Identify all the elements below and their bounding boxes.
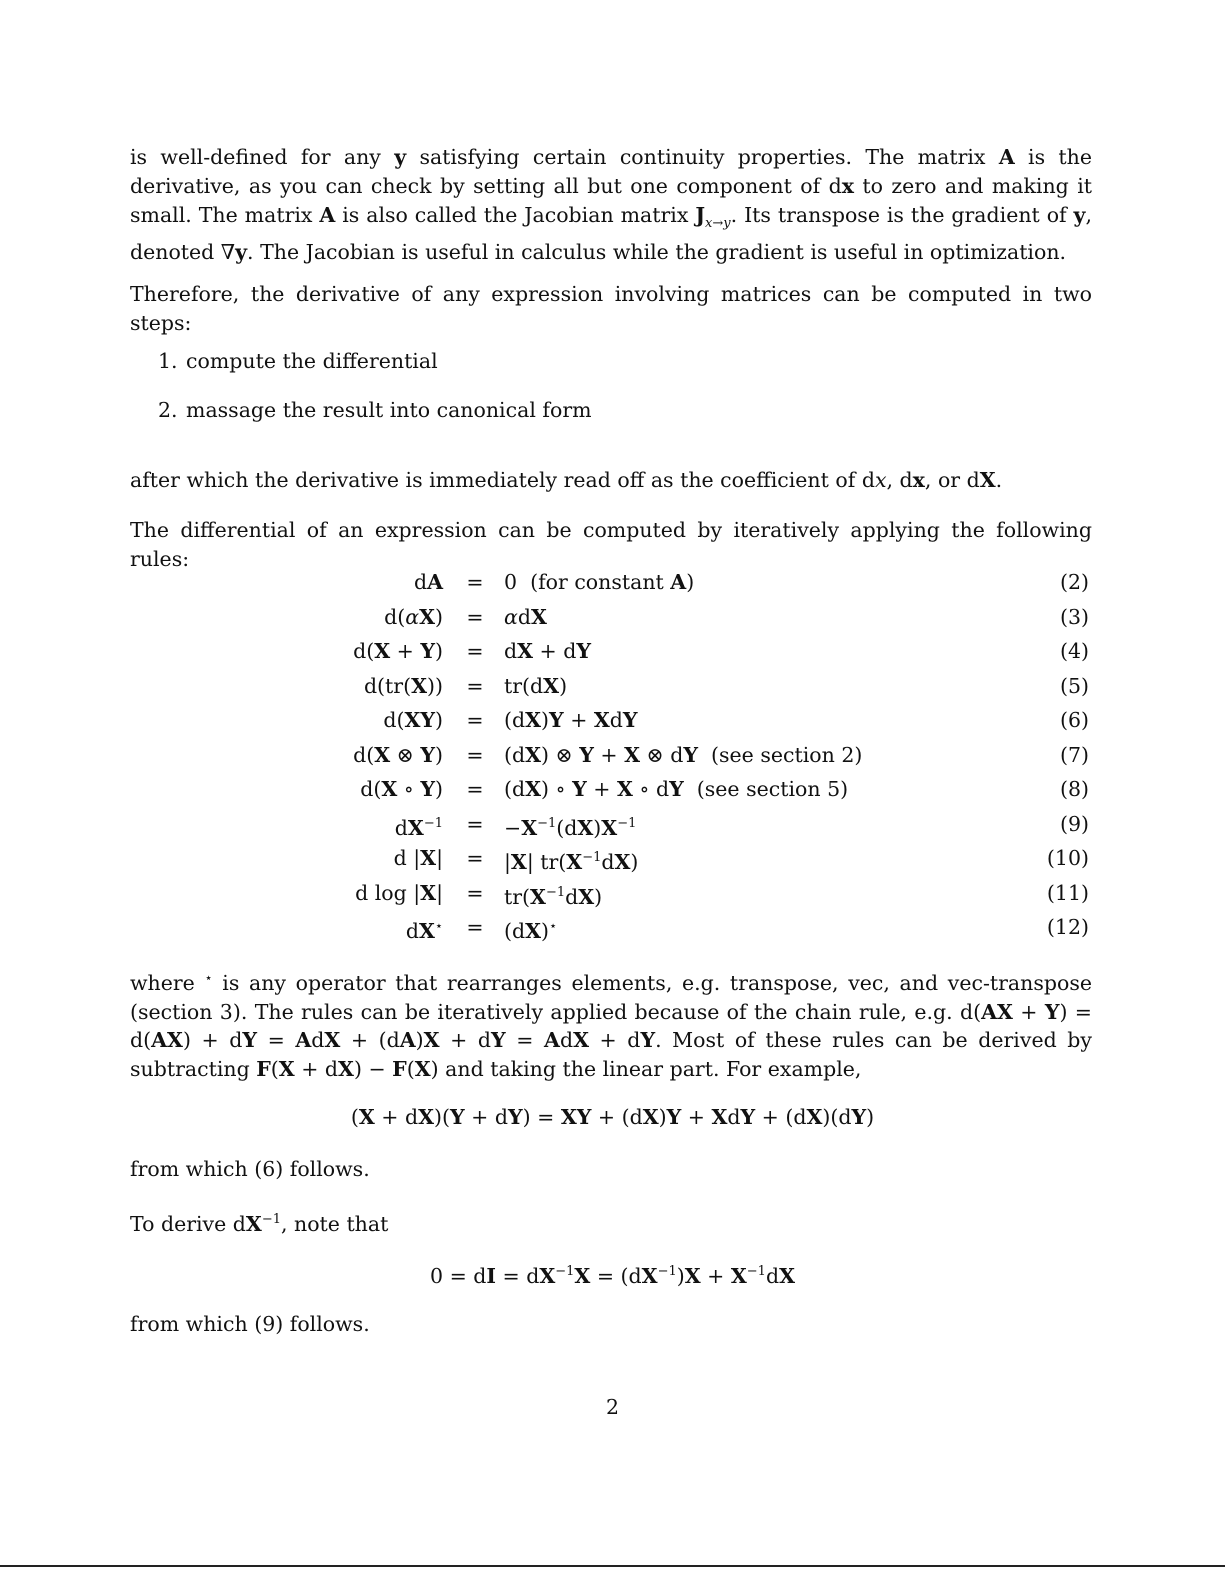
equation-rhs: |X| $tr(X^{-1}dX)$	[504, 849, 639, 874]
equation-row	[0, 738, 1225, 772]
equation-lhs: d(X + Y)	[353, 639, 443, 663]
equation-row	[0, 910, 1225, 944]
equation-operator: =	[466, 605, 484, 629]
equation-row	[0, 772, 1225, 806]
equation-lhs: d log |X|	[355, 881, 443, 905]
display-equation-inverse: 0 = dI = $dX^{-1}X = (dX^{-1})X + X^{-1}dX$	[430, 1263, 795, 1288]
equation-row	[0, 876, 1225, 910]
equation-rhs: (dX) ⊗ Y + X ⊗ dY (see section 2)	[504, 743, 863, 767]
equation-lhs: d(tr(X))	[363, 674, 443, 698]
equation-row	[0, 600, 1225, 634]
equation-number: (11)	[1046, 881, 1089, 905]
list-number: 1.	[158, 349, 178, 373]
equation-row	[0, 565, 1225, 599]
equation-number: (7)	[1059, 743, 1089, 767]
equation-operator: =	[466, 812, 484, 836]
equation-number: (3)	[1059, 605, 1089, 629]
paragraph-read-off: after which the derivative is immediately read off as the coefficient of dx, dx, or dX.	[130, 468, 1003, 492]
list-text: massage the result into canonical form	[186, 398, 592, 422]
equation-lhs: d(αX)	[384, 605, 443, 629]
paragraph-follows-9: from which (9) follows.	[130, 1312, 370, 1336]
equation-row	[0, 841, 1225, 875]
equation-rhs: (dX)Y + XdY	[504, 708, 638, 732]
equation-lhs: $dX^{-1}$	[394, 815, 443, 840]
equation-lhs: dA	[413, 570, 443, 594]
page-number: 2	[605, 1395, 620, 1419]
equation-operator: =	[466, 777, 484, 801]
paragraph-two-steps: Therefore, the derivative of any expression involving matrices can be computed in two steps:	[130, 282, 1092, 335]
equation-operator: =	[466, 915, 484, 939]
equation-number: (10)	[1046, 846, 1089, 870]
equation-number: (2)	[1059, 570, 1089, 594]
equation-operator: =	[466, 743, 484, 767]
equation-lhs: d(XY)	[383, 708, 443, 732]
equation-lhs: d |X|	[393, 846, 443, 870]
equation-lhs: dX⋆	[405, 918, 443, 943]
list-item-step-1	[158, 348, 438, 374]
display-equation-product: (X + dX)(Y + dY) = XY + (dX)Y + XdY + (dX)(dY)	[350, 1105, 875, 1129]
equation-rhs: $tr(X^{-1}dX)$	[504, 884, 603, 909]
list-number: 2.	[158, 398, 178, 422]
equation-rhs: 0 (for constant A)	[504, 570, 695, 594]
equation-rhs: tr(dX)	[504, 674, 568, 698]
equation-lhs: d(X ∘ Y)	[360, 777, 443, 801]
equation-number: (8)	[1059, 777, 1089, 801]
equation-operator: =	[466, 846, 484, 870]
paragraph-rules-intro: The differential of an expression can be computed by iteratively applying the following rules:	[130, 518, 1092, 571]
equation-number: (12)	[1046, 915, 1089, 939]
equation-rhs: $-X^{-1}(dX)X^{-1}$	[504, 815, 637, 840]
list-item-step-2	[158, 397, 592, 423]
equation-row	[0, 669, 1225, 703]
list-text: compute the differential	[186, 349, 438, 373]
paragraph-chain-rule: where ⋆ is any operator that rearranges elements, e.g. transpose, vec, and vec-transpose (section 3). The rules can be iteratively applied because of the chain rule, e.g. d(AX + Y) = d(AX) + dY = AdX + (dA)X + dY = AdX + dY. Most of these rules can be derived by subtracting F(X + dX) − F(X) and taking the linear part. For example,	[130, 970, 1092, 1082]
equation-rhs: (dX)⋆	[504, 918, 558, 943]
equation-operator: =	[466, 674, 484, 698]
equation-row	[0, 703, 1225, 737]
equation-number: (4)	[1059, 639, 1089, 663]
equation-lhs: d(X ⊗ Y)	[353, 743, 443, 767]
equation-rhs: αdX	[504, 605, 547, 629]
page-bottom-rule	[0, 1565, 1225, 1567]
paragraph-follows-6: from which (6) follows.	[130, 1157, 370, 1181]
equation-number: (9)	[1059, 812, 1089, 836]
equation-operator: =	[466, 639, 484, 663]
paragraph-derive-inverse: To derive $dX^{-1}$, note that	[130, 1211, 389, 1236]
equation-number: (5)	[1059, 674, 1089, 698]
equation-row	[0, 807, 1225, 841]
equation-number: (6)	[1059, 708, 1089, 732]
equation-rhs: dX + dY	[504, 639, 592, 663]
equation-operator: =	[466, 708, 484, 732]
equation-operator: =	[466, 881, 484, 905]
equation-operator: =	[466, 570, 484, 594]
paragraph-jacobian: is well-defined for any y satisfying certain continuity properties. The matrix A is the derivative, as you can check by setting all but one component of dx to zero and making it small. The matrix A is also called the Jacobian matrix $J_{x\to y}$. Its transpose is the gradient of y, denoted ∇y. The Jacobian is useful in calculus while the gradient is useful in optimization.	[130, 145, 1093, 265]
equation-rhs: (dX) ∘ Y + X ∘ dY (see section 5)	[504, 777, 849, 801]
equation-row	[0, 634, 1225, 668]
